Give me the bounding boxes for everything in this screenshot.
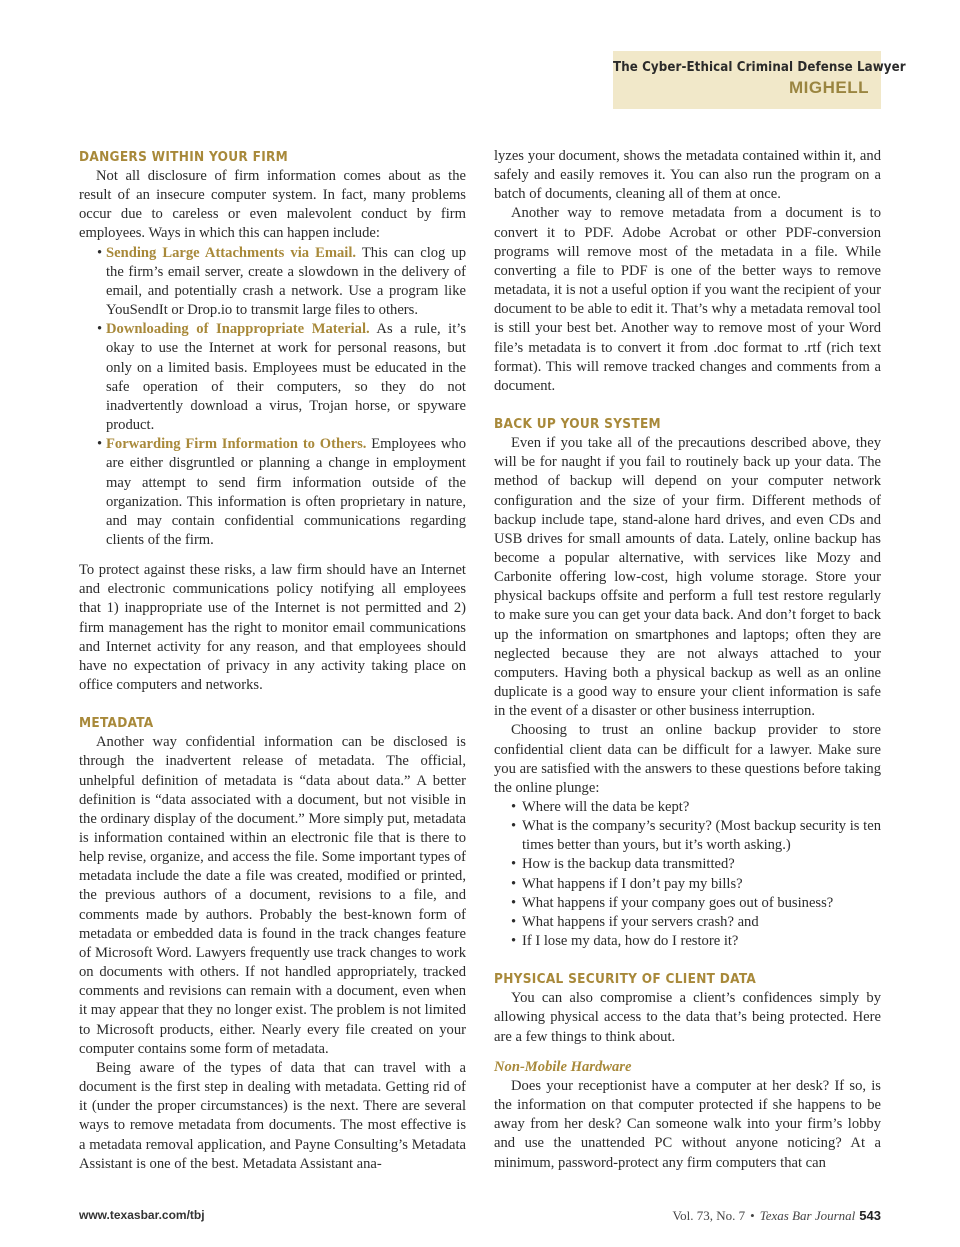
bullet-text: This can clog up the firm’s email server, create a slowdown in the delivery of email, and potentially crash a network. Use a program like YouSendIt or Drop.io to transmit large files to others. <box>106 244 466 319</box>
bullet-text: Employees who are either disgruntled or planning a change in employment may attempt to send firm information outside of the organization. This information is often proprietary in nature, and may contain confidential communications regarding clients of the firm. <box>106 436 466 548</box>
bullet-lead: Downloading of Inappropriate Material. <box>106 321 370 338</box>
backup-paragraph-1: Even if you take all of the precautions described above, they will be for naught if you fail to routinely back up your data. The method of backup will depend on your computer network configuration and the size of your firm. Different methods of backup include tape, stand-alone hard drives, and even CDs and USB drives for small amounts of data. Lately, online backup has become a popular alternative, with services like Mozy and Carbonite offering low-cost, high volume storage. Store your physical backups offsite and perform a full test restore regularly to make sure you can get your data back. And don’t forget to back up the information on smartphones and laptops; often they are neglected because they are not always attached to your computers. Having both a physical backup as well as an online duplicate is a good way to ensure your client information is safe in the event of a disaster or other business interruption. <box>494 435 881 720</box>
list-item <box>79 320 466 435</box>
non-mobile-paragraph: Does your receptionist have a computer at her desk? If so, is the information on that computer protected if she happens to be away from her desk? Can someone walk into your firm’s lobby and use the unattended PC without anyone noticing? At a minimum, password-protect any firm computers that can <box>494 1077 881 1171</box>
list-item: • If I lose my data, how do I restore it? <box>494 932 881 951</box>
footer-volume: Vol. 73, No. 7 <box>672 1208 746 1223</box>
list-item: • What happens if I don’t pay my bills? <box>494 875 881 894</box>
bullet-lead: Forwarding Firm Information to Others. <box>106 436 367 453</box>
physical-paragraph-1: You can also compromise a client’s confidences simply by allowing physical access to the data that’s being protected. Here are a few things to think about. <box>494 990 881 1045</box>
right-column <box>494 147 881 1173</box>
list-item: • What happens if your company goes out of business? <box>494 894 881 913</box>
dangers-list <box>79 244 466 551</box>
backup-paragraph-2: Choosing to trust an online backup provider to store confidential client data can be difficult for a lawyer. Make sure you are satisfied with the answers to these questions before taking the online plunge: <box>494 722 881 796</box>
list-item: • Where will the data be kept? <box>494 798 881 817</box>
protect-paragraph: To protect against these risks, a law firm should have an Internet and electronic communications policy notifying all employees that 1) inappropriate use of the Internet is not permitted and 2) firm management has the right to monitor email communications and Internet activity for any reason, and that employees should have no expectation of privacy in any activity taking place on office computers and networks. <box>79 562 466 694</box>
footer-journal: Texas Bar Journal <box>759 1208 856 1223</box>
questions-list <box>494 798 881 951</box>
metadata-continued: lyzes your document, shows the metadata contained within it, and safely and easily removes it. You can also run the program on a batch of documents, cleaning all of them at once. <box>494 148 881 203</box>
metadata-paragraph-2: Being aware of the types of data that can travel with a document is the first step in dealing with metadata. Getting rid of it (under the proper circumstances) is the next. There are several ways to remove metadata from documents. The most effective is a metadata removal application, and Payne Consulting’s Metadata Assistant is one of the best. Metadata Assistant ana- <box>79 1059 466 1172</box>
list-item <box>79 435 466 550</box>
section-heading-physical: PHYSICAL SECURITY OF CLIENT DATA <box>494 971 757 988</box>
left-column <box>79 147 466 1174</box>
bullet-lead: Sending Large Attachments via Email. <box>106 244 357 261</box>
section-heading-metadata: METADATA <box>79 715 154 732</box>
section-heading-backup: BACK UP YOUR SYSTEM <box>494 416 661 433</box>
metadata-paragraph-1: Another way confidential information can be disclosed is through the inadvertent release of metadata. The official, unhelpful definition of metadata is “data about data.” A better definition is “data associated with a document, but not visible in the ordinary display of the document.” More simply put, metadata is information contained within an electronic file that is there to help revise, organize, and access the file. Some important types of metadata include the date a file was created, modified or printed, the previous authors of a document, revisions to a file, and comments made by authors. Probably the best-known form of metadata or embedded data is found in the track changes feature of Microsoft Word. Lawyers frequently use track changes to work on documents with others. If not handled appropriately, tracked comments and revisions can remain with a document, even when it may appear that they no longer exist. The problem is not limited to Microsoft products, either. Nearly every file created on your computer contains some form of metadata. <box>79 734 466 1057</box>
page-number: 543 <box>859 1208 881 1223</box>
header-title: The Cyber-Ethical Criminal Defense Lawyer <box>613 60 906 75</box>
section-heading-dangers: DANGERS WITHIN YOUR FIRM <box>79 149 289 165</box>
running-header <box>613 51 906 109</box>
list-item <box>79 244 466 321</box>
bullet-text: As a rule, it’s okay to use the Internet at work for personal reasons, but only on a limited basis. Employees must be educated in the safe operation of their computers, so they do not inadvertently download a virus, Trojan horse, or spyware product. <box>106 321 466 434</box>
footer-url: www.texasbar.com/tbj <box>79 1208 205 1222</box>
dangers-intro: Not all disclosure of firm information comes about as the result of an insecure computer system. In fact, many problems occur due to careless or even malevolent conduct by firm employees. Ways in which this can happen include: <box>79 168 466 242</box>
list-item: • What happens if your servers crash? and <box>494 913 881 932</box>
metadata-paragraph-3: Another way to remove metadata from a document is to convert it to PDF. Adobe Acrobat or other PDF-conversion programs will remove most of the metadata in a file. While converting a file to PDF is one of the better ways to remove metadata, it is not a useful option if you want the recipient of your document to be able to edit it. That’s why a metadata removal tool is still your best bet. Another way to remove most of your Word file’s metadata is to convert it from .doc format to .rtf (rich text format). This will remove tracked changes and comments from a document. <box>494 205 881 394</box>
footer-citation <box>672 1208 881 1224</box>
subheading-non-mobile: Non-Mobile Hardware <box>494 1058 632 1075</box>
header-author: MIGHELL <box>789 78 869 97</box>
separator-dot: • <box>750 1208 755 1223</box>
list-item: • What is the company’s security? (Most backup security is ten times better than yours, but it’s worth asking.) <box>494 817 881 855</box>
list-item: • How is the backup data transmitted? <box>494 855 881 874</box>
